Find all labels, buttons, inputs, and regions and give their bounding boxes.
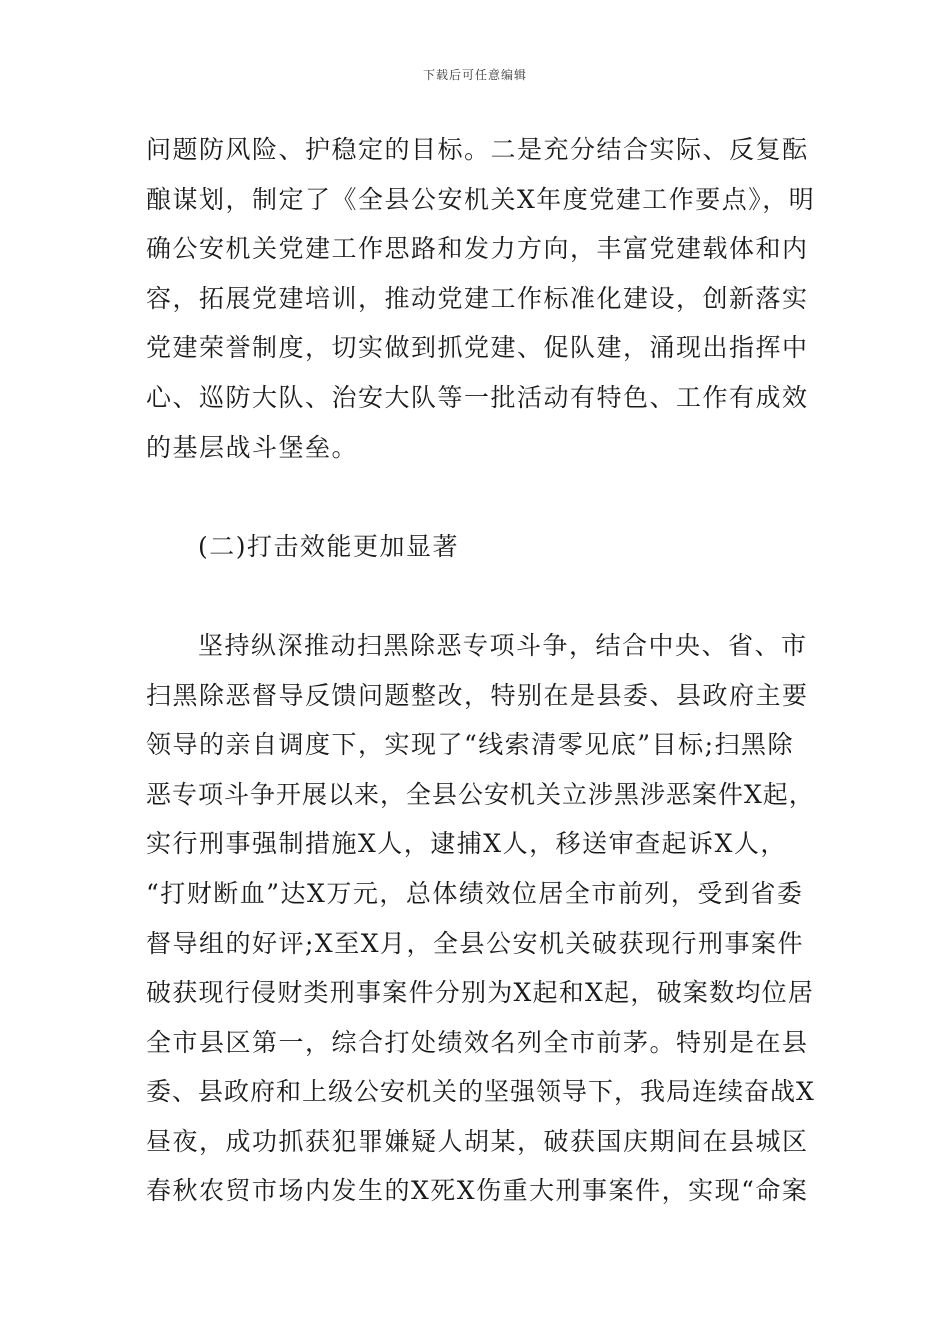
text-line: 恶专项斗争开展以来，全县公安机关立涉黑涉恶案件X起，: [146, 779, 815, 809]
text-line: 的基层战斗堡垒。: [146, 432, 359, 462]
paragraph-party-building: [146, 125, 816, 472]
text-line: 破获现行侵财类刑事案件分别为X起和X起，破案数均位居: [146, 978, 815, 1008]
text-line: 问题防风险、护稳定的目标。二是充分结合实际、反复酝: [146, 135, 809, 164]
text-line: 坚持纵深推动扫黑除恶专项斗争，结合中央、省、市: [198, 630, 808, 660]
paragraph-spacer: [146, 571, 816, 621]
text-line: 领导的亲自调度下，实现了“线索清零见底”目标;扫黑除: [146, 730, 794, 760]
text-line: 扫黑除恶督导反馈问题整改，特别在是县委、县政府主要: [146, 680, 809, 710]
text-line: 全市县区第一，综合打处绩效名列全市前茅。特别是在县: [146, 1027, 809, 1057]
text-line: “打财断血”达X万元，总体绩效位居全市前列，受到省委: [146, 878, 804, 908]
paragraph-spacer: [146, 472, 816, 522]
text-line: 春秋农贸市场内发生的X死X伤重大刑事案件，实现“命案: [146, 1176, 809, 1206]
text-line: 委、县政府和上级公安机关的坚强领导下，我局连续奋战X: [146, 1077, 815, 1107]
page-header: 下载后可任意编辑: [422, 68, 527, 82]
text-line: 昼夜，成功抓获犯罪嫌疑人胡某，破获国庆期间在县城区: [146, 1126, 809, 1156]
section-heading: (二)打击效能更加显著: [198, 531, 460, 561]
text-line: 容，拓展党建培训，推动党建工作标准化建设，创新落实: [146, 283, 809, 313]
text-line: 实行刑事强制措施X人，逮捕X人，移送审查起诉X人，: [146, 829, 787, 859]
text-line: 督导组的好评;X至X月，全县公安机关破获现行刑事案件: [146, 928, 805, 958]
text-line: 党建荣誉制度，切实做到抓党建、促队建，涌现出指挥中: [146, 333, 809, 363]
text-line: 确公安机关党建工作思路和发力方向，丰富党建载体和内: [146, 234, 809, 264]
text-line: 心、巡防大队、治安大队等一批活动有特色、工作有成效: [146, 382, 809, 412]
paragraph-crackdown: [146, 621, 816, 1216]
document-body: [146, 125, 816, 1216]
text-line: 酿谋划，制定了《全县公安机关X年度党建工作要点》，明: [146, 184, 816, 214]
